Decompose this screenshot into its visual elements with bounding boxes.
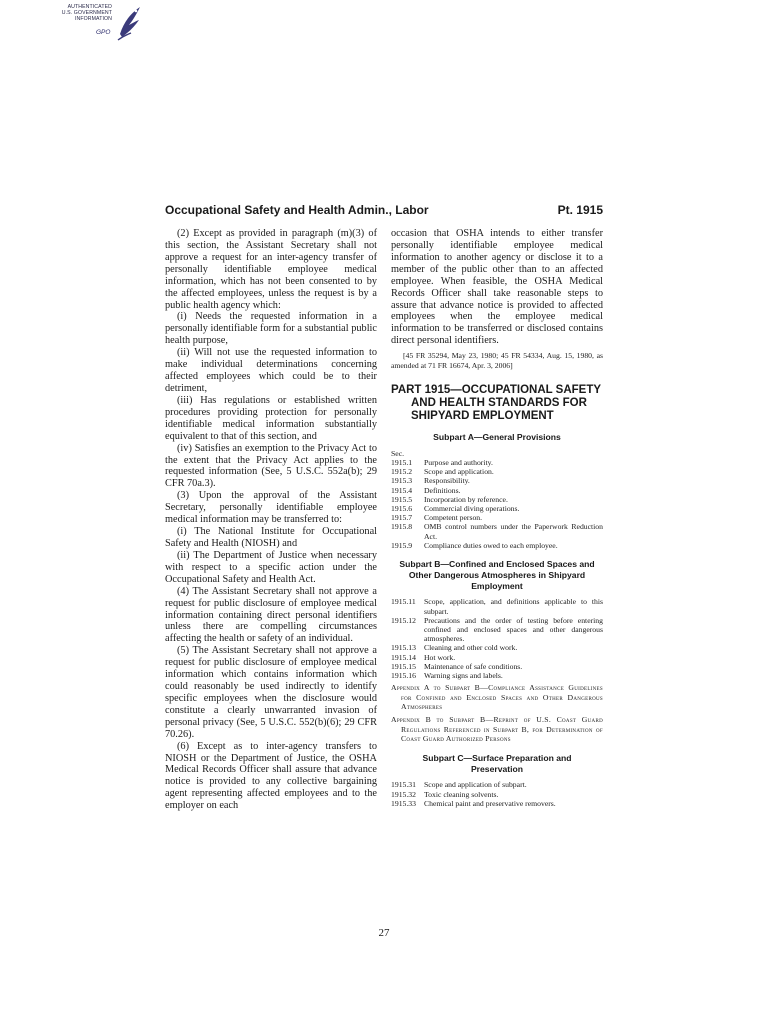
section-title: Cleaning and other cold work. (424, 643, 518, 653)
paragraph: (iv) Satisfies an exemption to the Privacy Act to the extent that the Privacy Act applies to the requested information (See, 5 U.S.C. 552a(b); 29 CFR 70a.3). (165, 442, 377, 490)
toc-entry[interactable] (391, 671, 603, 680)
section-title: Precautions and the order of testing before entering confined and enclosed spaces and other dangerous atmospheres. (424, 615, 603, 644)
paragraph: (i) Needs the requested information in a personally identifiable form for a substantial public health purpose, (165, 311, 377, 347)
section-title: Purpose and authority. (424, 458, 493, 468)
toc-entry[interactable] (391, 643, 603, 652)
section-number: 1915.1 (391, 458, 413, 468)
section-title: Scope and application of subpart. (424, 780, 527, 790)
section-number: 1915.13 (391, 643, 416, 653)
gpo-abbr: GPO (96, 29, 111, 36)
section-number: 1915.4 (391, 485, 413, 495)
toc-entry[interactable] (391, 486, 603, 495)
section-title: Definitions. (424, 485, 461, 495)
gpo-logo-text (30, 4, 112, 23)
appendix-b-title: Appendix B to Subpart B—Reprint of U.S. Coast Guard Regulations Referenced in Subpart B, for Determination of Coast Guard Authorized Persons (391, 715, 603, 744)
section-number: 1915.9 (391, 540, 413, 550)
paragraph: (ii) Will not use the requested information to make individual determinations concerning affected employees which could be to their detriment, (165, 347, 377, 394)
section-title: Commercial diving operations. (424, 504, 520, 514)
toc-entry[interactable] (391, 458, 603, 467)
section-number: 1915.3 (391, 476, 413, 486)
paragraph-continuation: occasion that OSHA intends to either transfer personally identifiable employee medical information to another agency or disclose it to a member of the public other than to an affected employee. When feasible, the OSHA Medical Records Officer shall take reasonable steps to assure that advance notice is provided to affected employees when the employee medical information to be transferred or disclosed contains direct personal identifiers. (391, 228, 603, 347)
toc-entry[interactable] (391, 616, 603, 644)
section-number: 1915.31 (391, 780, 416, 790)
section-number: 1915.33 (391, 798, 416, 808)
toc-entry[interactable] (391, 522, 603, 540)
paragraph: (3) Upon the approval of the Assistant Secretary, personally identifiable employee medical information may be transferred to: (165, 490, 377, 526)
gpo-authentication-logo (30, 4, 142, 46)
subpart-a-heading: Subpart A—General Provisions (433, 432, 561, 443)
part-title: PART 1915—OCCUPATIONAL SAFETY AND HEALTH STANDARDS FOR SHIPYARD EMPLOYMENT (391, 384, 601, 423)
subpart-c-heading: Subpart C—Surface Preparation and Preservation (422, 752, 572, 774)
section-number: 1915.32 (391, 789, 416, 799)
sec-label: Sec. (391, 448, 405, 458)
gpo-logo-line: U.S. GOVERNMENT (61, 10, 112, 17)
subpart-b-contents (391, 597, 603, 680)
gpo-logo-line: AUTHENTICATED (67, 4, 112, 10)
section-title: Responsibility. (424, 476, 470, 486)
paragraph: (4) The Assistant Secretary shall not approve a request for public disclosure of employee medical information containing direct personal identifiers unless there are compelling circumstances affecting the health or safety of an individual. (165, 585, 377, 645)
section-title: Toxic cleaning solvents. (424, 789, 499, 799)
section-title: Incorporation by reference. (424, 494, 508, 504)
paragraph: (6) Except as to inter-agency transfers to NIOSH or the Department of Justice, the OSHA Medical Records Officer shall assure that advance notice is provided to any collective bargaining agent representing affected employees and to the employer on each (165, 740, 377, 812)
subpart-c-contents (391, 780, 603, 808)
section-title: Maintenance of safe conditions. (424, 661, 523, 671)
running-header (165, 203, 603, 219)
toc-entry[interactable] (391, 653, 603, 662)
section-title: Hot work. (424, 652, 456, 662)
section-number: 1915.11 (391, 597, 416, 607)
left-column (165, 228, 377, 812)
source-citation: [45 FR 35294, May 23, 1980; 45 FR 54334, Aug. 15, 1980, as amended at 71 FR 16674, Apr. 3, 2006] (391, 351, 603, 370)
toc-entry[interactable] (391, 476, 603, 485)
part-label: Pt. 1915 (557, 203, 603, 217)
section-number: 1915.15 (391, 661, 416, 671)
section-number: 1915.6 (391, 504, 413, 514)
toc-entry[interactable] (391, 504, 603, 513)
section-number: 1915.16 (391, 671, 416, 681)
gpo-logo-line: INFORMATION (74, 16, 112, 23)
toc-entry[interactable] (391, 780, 603, 789)
toc-entry[interactable] (391, 541, 603, 550)
section-title: Compliance duties owed to each employee. (424, 540, 558, 550)
toc-entry[interactable] (391, 597, 603, 615)
toc-entry[interactable] (391, 495, 603, 504)
section-number: 1915.14 (391, 652, 416, 662)
subpart-b-heading: Subpart B—Confined and Enclosed Spaces and Other Dangerous Atmospheres in Shipyard Employment (399, 559, 595, 591)
paragraph: (2) Except as provided in paragraph (m)(3) of this section, the Assistant Secretary shall not approve a request for an inter-agency transfer of personally identifiable employee medical information, which has not been consented to by the affected employees, unless the request is by a public health agency which: (165, 228, 377, 311)
paragraph: (ii) The Department of Justice when necessary with respect to a specific action under the Occupational Safety and Health Act. (165, 549, 377, 585)
section-title: Scope, application, and definitions applicable to this subpart. (424, 597, 603, 616)
paragraph: (i) The National Institute for Occupational Safety and Health (NIOSH) and (165, 526, 377, 549)
toc-entry[interactable] (391, 790, 603, 799)
page-number: 27 (378, 927, 390, 939)
section-number: 1915.12 (391, 615, 416, 625)
right-column (391, 228, 603, 808)
subpart-a-contents (391, 458, 603, 550)
toc-entry[interactable] (391, 513, 603, 522)
appendix-entry[interactable] (391, 683, 603, 712)
paragraph: (iii) Has regulations or established written procedures providing protection for personally identifiable medical information substantially equivalent to that of this section, and (165, 394, 377, 442)
paragraph: (5) The Assistant Secretary shall not approve a request for public disclosure of employee medical information which contains information which could reasonably be used indirectly to identify specific employees when the disclosure would constitute a clearly unwarranted invasion of personal privacy (See, 5 U.S.C. 552(b)(6); 29 CFR 70.26). (165, 645, 377, 740)
appendix-a-title: Appendix A to Subpart B—Compliance Assistance Guidelines for Confined and Enclosed Spaces and Other Dangerous Atmospheres (391, 683, 603, 712)
toc-entry[interactable] (391, 662, 603, 671)
section-number: 1915.5 (391, 494, 413, 504)
section-title: Scope and application. (424, 467, 494, 477)
section-title: Chemical paint and preservative removers. (424, 798, 556, 808)
toc-entry[interactable] (391, 799, 603, 808)
toc-entry[interactable] (391, 467, 603, 476)
section-number: 1915.7 (391, 513, 413, 523)
section-title: OMB control numbers under the Paperwork Reduction Act. (424, 522, 603, 541)
appendix-entry[interactable] (391, 715, 603, 744)
section-title: Competent person. (424, 513, 483, 523)
agency-title: Occupational Safety and Health Admin., Labor (165, 203, 429, 217)
section-title: Warning signs and labels. (424, 671, 503, 681)
eagle-icon (114, 4, 142, 46)
section-number: 1915.2 (391, 467, 413, 477)
section-number: 1915.8 (391, 522, 413, 532)
